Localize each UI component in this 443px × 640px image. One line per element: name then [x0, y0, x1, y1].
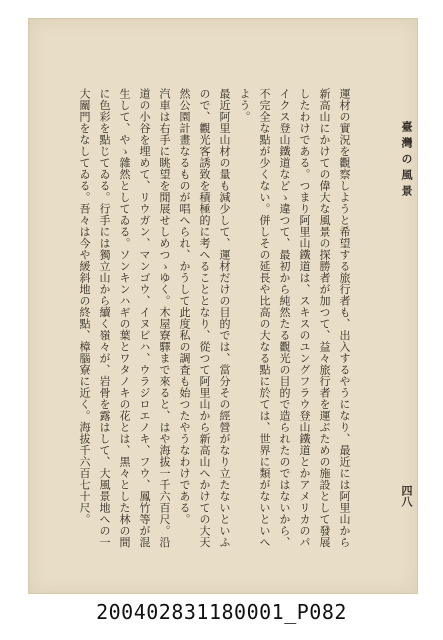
paragraph: 汽車は右手に眺望を閒展せしめつゝゆく。木屋寮驛まで來ると、はや海拔一千六百尺。沿道の小谷を埋めて、リウガン、マンゴウ、イヌビハ、ウラジロエノキ、フウ、鳳竹等が混生して、やゝ雜然としてゐる。ソンキンハギの葉とワタノキの花とは、黒々とした林の間に色彩を點じてゐる。行手には獨立山から續く嶺々が、岩骨を露はして、大風景地への一大關門をなしてゐる。吾々は今や緩斜地の終點、樟腦寮に近く。海拔千六百七十尺。: [78, 88, 171, 548]
body-text: [78, 88, 354, 556]
running-header: 臺灣の風景: [400, 121, 413, 201]
paragraph: 運材の實況を觀察しようと希望する旅行者も、出入するやうになり、最近には阿里山から新高山にかけての偉大な風景の探勝者が加つて、益々旅行者を運ぶための施設として發展したわけである。つまり阿里山鐵道は、スキスのユングフラウ登山鐵道とかアメリカのパイクス登山鐵道などゝ違つて、最初から純然たる觀光の目的で造られたのではないから、不完全な點が少くない。併しその延長や比高の大なる點に於ては、世界に類がないといへよう。: [238, 88, 351, 548]
paragraph: 最近阿里山材の量も減少して、運材だけの目的では、當分その經營がなり立たないといふので、觀光客誘致を積極的に考へることとなり、從つて阿里山から新高山へかけての大天然公園計畫なるものが唱へられ、かうして此度私の調査も始つたやうなわけである。: [178, 88, 231, 548]
page-number: 四八: [400, 485, 413, 507]
image-caption: 200402831180001_P082: [96, 600, 347, 624]
